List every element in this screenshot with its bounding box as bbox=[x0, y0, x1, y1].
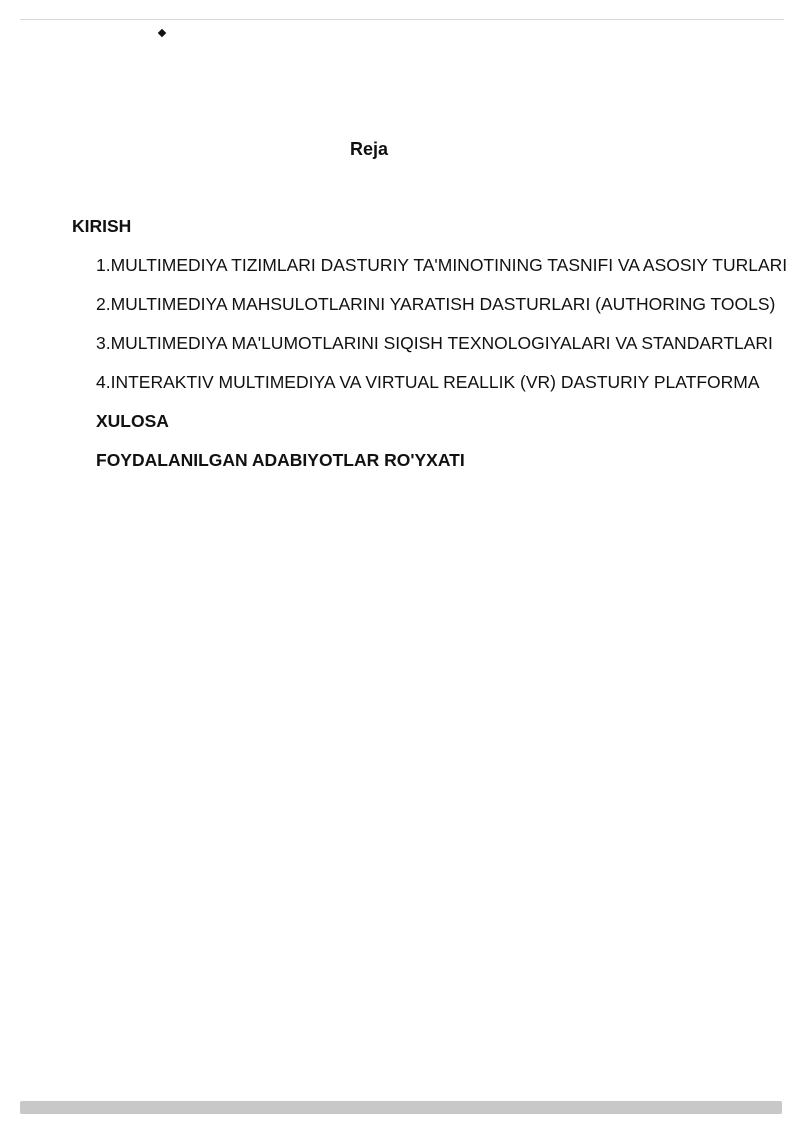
toc-item-1: 1.MULTIMEDIYA TIZIMLARI DASTURIY TA'MINOTINING TASNIFI VA ASOSIY TURLARI bbox=[96, 255, 788, 275]
toc-item-2: 2.MULTIMEDIYA MAHSULOTLARINI YARATISH DASTURLARI (AUTHORING TOOLS) bbox=[96, 294, 776, 314]
horizontal-scrollbar[interactable] bbox=[20, 1101, 782, 1114]
page-title: Reja bbox=[349, 139, 389, 159]
top-divider bbox=[20, 19, 784, 20]
bullet-diamond-icon bbox=[158, 29, 166, 37]
toc-item-3: 3.MULTIMEDIYA MA'LUMOTLARINI SIQISH TEXNOLOGIYALARI VA STANDARTLARI bbox=[96, 333, 773, 353]
toc-item-references: FOYDALANILGAN ADABIYOTLAR RO'YXATI bbox=[96, 450, 465, 470]
table-of-contents bbox=[20, 212, 790, 485]
toc-item-4: 4.INTERAKTIV MULTIMEDIYA VA VIRTUAL REALLIK (VR) DASTURIY PLATFORMA bbox=[96, 372, 760, 392]
toc-item-intro: KIRISH bbox=[72, 216, 132, 236]
toc-item-conclusion: XULOSA bbox=[96, 411, 169, 431]
